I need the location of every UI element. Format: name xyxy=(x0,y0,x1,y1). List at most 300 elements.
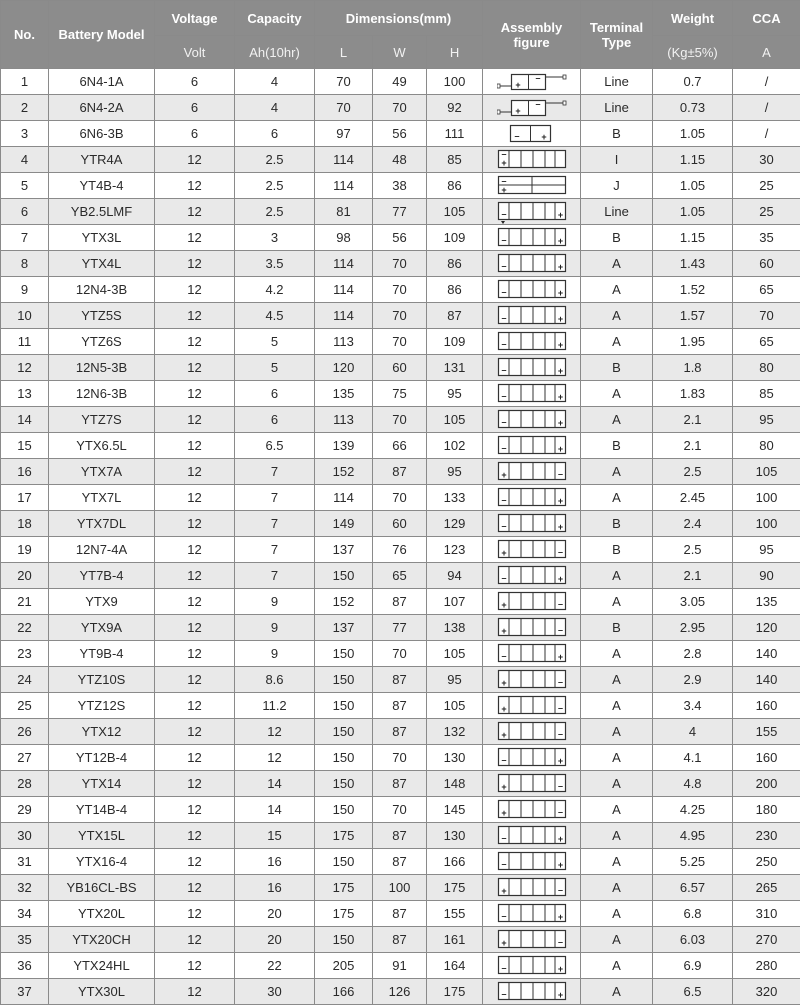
length-value: 137 xyxy=(315,615,373,641)
weight-value: 6.5 xyxy=(653,979,733,1005)
battery-model: YT12B-4 xyxy=(49,745,155,771)
length-value: 175 xyxy=(315,875,373,901)
weight-value: 1.15 xyxy=(653,225,733,251)
header-capacity: Capacity xyxy=(235,1,315,36)
header-cca-unit: A xyxy=(733,36,800,69)
header-voltage-unit: Volt xyxy=(155,36,235,69)
weight-value: 4.25 xyxy=(653,797,733,823)
header-dimensions: Dimensions(mm) xyxy=(315,1,483,36)
table-row xyxy=(1,95,800,121)
assembly-figure-icon xyxy=(497,70,567,94)
height-value: 164 xyxy=(427,953,483,979)
weight-value: 1.05 xyxy=(653,121,733,147)
row-number: 26 xyxy=(1,719,49,745)
voltage-value: 12 xyxy=(155,225,235,251)
minus-sign: – xyxy=(501,520,507,531)
height-value: 105 xyxy=(427,641,483,667)
weight-value: 6.03 xyxy=(653,927,733,953)
voltage-value: 12 xyxy=(155,303,235,329)
plus-sign: + xyxy=(514,105,521,116)
assembly-figure xyxy=(483,823,581,849)
assembly-figure xyxy=(483,251,581,277)
capacity-value: 12 xyxy=(235,745,315,771)
cca-value: 85 xyxy=(733,381,800,407)
table-row xyxy=(1,771,800,797)
cca-value: 100 xyxy=(733,485,800,511)
weight-value: 4.1 xyxy=(653,745,733,771)
assembly-figure xyxy=(483,199,581,225)
table-row xyxy=(1,173,800,199)
height-value: 133 xyxy=(427,485,483,511)
assembly-figure-icon xyxy=(497,720,567,744)
voltage-value: 6 xyxy=(155,69,235,95)
voltage-value: 6 xyxy=(155,95,235,121)
assembly-figure xyxy=(483,745,581,771)
terminal-type: B xyxy=(581,433,653,459)
weight-value: 3.05 xyxy=(653,589,733,615)
row-number: 6 xyxy=(1,199,49,225)
battery-model: 12N4-3B xyxy=(49,277,155,303)
battery-model: YTZ7S xyxy=(49,407,155,433)
plus-sign: + xyxy=(557,833,563,844)
row-number: 5 xyxy=(1,173,49,199)
weight-value: 2.4 xyxy=(653,511,733,537)
length-value: 150 xyxy=(315,927,373,953)
row-number: 29 xyxy=(1,797,49,823)
row-number: 9 xyxy=(1,277,49,303)
battery-model: YTZ10S xyxy=(49,667,155,693)
assembly-figure xyxy=(483,459,581,485)
length-value: 70 xyxy=(315,69,373,95)
capacity-value: 7 xyxy=(235,459,315,485)
assembly-figure-icon xyxy=(497,278,567,302)
row-number: 17 xyxy=(1,485,49,511)
assembly-figure xyxy=(483,875,581,901)
assembly-figure-icon xyxy=(497,174,567,198)
capacity-value: 5 xyxy=(235,329,315,355)
weight-value: 5.25 xyxy=(653,849,733,875)
terminal-type: Line xyxy=(581,199,653,225)
terminal-type: A xyxy=(581,303,653,329)
row-number: 20 xyxy=(1,563,49,589)
assembly-figure xyxy=(483,69,581,95)
capacity-value: 11.2 xyxy=(235,693,315,719)
minus-sign: – xyxy=(557,702,563,713)
length-value: 114 xyxy=(315,485,373,511)
capacity-value: 4 xyxy=(235,95,315,121)
table-row xyxy=(1,381,800,407)
assembly-figure xyxy=(483,563,581,589)
terminal-type: A xyxy=(581,589,653,615)
length-value: 175 xyxy=(315,823,373,849)
assembly-figure-icon xyxy=(497,226,567,250)
assembly-figure xyxy=(483,771,581,797)
row-number: 34 xyxy=(1,901,49,927)
capacity-value: 6 xyxy=(235,121,315,147)
row-number: 14 xyxy=(1,407,49,433)
terminal-type: A xyxy=(581,823,653,849)
width-value: 87 xyxy=(373,823,427,849)
minus-sign: – xyxy=(501,234,507,245)
terminal-type: B xyxy=(581,615,653,641)
table-row xyxy=(1,329,800,355)
minus-sign: – xyxy=(501,572,507,583)
voltage-value: 12 xyxy=(155,511,235,537)
battery-model: 6N4-2A xyxy=(49,95,155,121)
battery-model: YTX14 xyxy=(49,771,155,797)
battery-model: 12N5-3B xyxy=(49,355,155,381)
row-number: 11 xyxy=(1,329,49,355)
length-value: 150 xyxy=(315,849,373,875)
height-value: 130 xyxy=(427,823,483,849)
assembly-figure xyxy=(483,797,581,823)
table-row xyxy=(1,433,800,459)
assembly-figure-icon xyxy=(497,538,567,562)
assembly-figure-icon xyxy=(497,200,567,224)
cca-value: 135 xyxy=(733,589,800,615)
width-value: 66 xyxy=(373,433,427,459)
cca-value: 310 xyxy=(733,901,800,927)
assembly-figure-icon xyxy=(497,876,567,900)
table-row xyxy=(1,693,800,719)
battery-model: YTX7DL xyxy=(49,511,155,537)
width-value: 70 xyxy=(373,485,427,511)
plus-sign: + xyxy=(500,157,507,168)
assembly-figure-icon xyxy=(497,954,567,978)
width-value: 65 xyxy=(373,563,427,589)
width-value: 87 xyxy=(373,927,427,953)
voltage-value: 12 xyxy=(155,485,235,511)
height-value: 102 xyxy=(427,433,483,459)
weight-value: 0.73 xyxy=(653,95,733,121)
minus-sign: – xyxy=(557,728,563,739)
terminal-type: Line xyxy=(581,69,653,95)
width-value: 87 xyxy=(373,667,427,693)
height-value: 132 xyxy=(427,719,483,745)
voltage-value: 12 xyxy=(155,199,235,225)
terminal-type: B xyxy=(581,511,653,537)
header-terminal-line2: Type xyxy=(601,34,632,50)
length-value: 113 xyxy=(315,329,373,355)
row-number: 30 xyxy=(1,823,49,849)
assembly-figure-icon xyxy=(497,460,567,484)
height-value: 161 xyxy=(427,927,483,953)
capacity-value: 9 xyxy=(235,589,315,615)
table-row xyxy=(1,979,800,1005)
assembly-figure-icon xyxy=(497,980,567,1004)
length-value: 135 xyxy=(315,381,373,407)
table-row xyxy=(1,199,800,225)
length-value: 150 xyxy=(315,745,373,771)
height-value: 94 xyxy=(427,563,483,589)
battery-model: YTX6.5L xyxy=(49,433,155,459)
header-assembly-line2: figure xyxy=(513,34,550,50)
plus-sign: + xyxy=(557,209,563,220)
assembly-figure xyxy=(483,173,581,199)
assembly-figure xyxy=(483,589,581,615)
assembly-figure-icon xyxy=(497,486,567,510)
plus-sign: + xyxy=(557,521,563,532)
cca-value: / xyxy=(733,95,800,121)
height-value: 105 xyxy=(427,199,483,225)
terminal-type: B xyxy=(581,121,653,147)
assembly-figure xyxy=(483,225,581,251)
terminal-type: A xyxy=(581,719,653,745)
length-value: 150 xyxy=(315,719,373,745)
plus-sign: + xyxy=(557,339,563,350)
header-assembly-line1: Assembly xyxy=(500,19,563,35)
table-row xyxy=(1,485,800,511)
height-value: 131 xyxy=(427,355,483,381)
height-value: 95 xyxy=(427,381,483,407)
length-value: 120 xyxy=(315,355,373,381)
header-terminal-line1: Terminal xyxy=(589,19,644,35)
row-number: 7 xyxy=(1,225,49,251)
row-number: 2 xyxy=(1,95,49,121)
width-value: 70 xyxy=(373,797,427,823)
weight-value: 2.8 xyxy=(653,641,733,667)
header-assembly-figure xyxy=(483,1,581,69)
weight-value: 2.5 xyxy=(653,459,733,485)
cca-value: 65 xyxy=(733,329,800,355)
assembly-figure xyxy=(483,849,581,875)
assembly-figure xyxy=(483,719,581,745)
plus-sign: + xyxy=(557,651,563,662)
length-value: 113 xyxy=(315,407,373,433)
battery-model: YTX12 xyxy=(49,719,155,745)
width-value: 87 xyxy=(373,693,427,719)
table-row xyxy=(1,953,800,979)
weight-value: 2.95 xyxy=(653,615,733,641)
capacity-value: 2.5 xyxy=(235,147,315,173)
table-row xyxy=(1,641,800,667)
header-length: L xyxy=(315,36,373,69)
width-value: 87 xyxy=(373,849,427,875)
table-row xyxy=(1,719,800,745)
minus-sign: – xyxy=(501,175,507,186)
voltage-value: 12 xyxy=(155,381,235,407)
width-value: 48 xyxy=(373,147,427,173)
length-value: 114 xyxy=(315,303,373,329)
cca-value: 265 xyxy=(733,875,800,901)
row-number: 8 xyxy=(1,251,49,277)
assembly-figure xyxy=(483,303,581,329)
plus-sign: + xyxy=(500,885,507,896)
assembly-figure-icon xyxy=(497,434,567,458)
battery-model: YTR4A xyxy=(49,147,155,173)
assembly-figure-icon xyxy=(497,694,567,718)
width-value: 70 xyxy=(373,303,427,329)
terminal-type: A xyxy=(581,797,653,823)
battery-model: YT4B-4 xyxy=(49,173,155,199)
height-value: 105 xyxy=(427,693,483,719)
lead-terminal xyxy=(497,84,500,88)
voltage-value: 12 xyxy=(155,979,235,1005)
row-number: 28 xyxy=(1,771,49,797)
height-value: 130 xyxy=(427,745,483,771)
assembly-figure-icon xyxy=(497,928,567,952)
length-value: 150 xyxy=(315,797,373,823)
table-row xyxy=(1,537,800,563)
length-value: 139 xyxy=(315,433,373,459)
plus-sign: + xyxy=(557,235,563,246)
assembly-figure xyxy=(483,433,581,459)
height-value: 109 xyxy=(427,329,483,355)
height-value: 175 xyxy=(427,979,483,1005)
table-row xyxy=(1,745,800,771)
plus-sign: + xyxy=(500,677,507,688)
plus-sign: + xyxy=(500,469,507,480)
minus-sign: – xyxy=(501,832,507,843)
voltage-value: 12 xyxy=(155,719,235,745)
height-value: 166 xyxy=(427,849,483,875)
assembly-figure-icon xyxy=(497,590,567,614)
battery-model: YTZ6S xyxy=(49,329,155,355)
assembly-figure-icon xyxy=(497,850,567,874)
terminal-type: A xyxy=(581,693,653,719)
height-value: 95 xyxy=(427,667,483,693)
voltage-value: 12 xyxy=(155,615,235,641)
battery-model: 12N7-4A xyxy=(49,537,155,563)
length-value: 114 xyxy=(315,251,373,277)
capacity-value: 8.6 xyxy=(235,667,315,693)
table-row xyxy=(1,823,800,849)
assembly-figure-icon xyxy=(497,746,567,770)
assembly-figure-icon xyxy=(497,824,567,848)
capacity-value: 6 xyxy=(235,407,315,433)
terminal-type: A xyxy=(581,901,653,927)
row-number: 16 xyxy=(1,459,49,485)
plus-sign: + xyxy=(500,599,507,610)
assembly-figure-icon xyxy=(497,798,567,822)
weight-value: 1.8 xyxy=(653,355,733,381)
row-number: 4 xyxy=(1,147,49,173)
capacity-value: 7 xyxy=(235,563,315,589)
assembly-figure xyxy=(483,511,581,537)
terminal-type: A xyxy=(581,979,653,1005)
row-number: 21 xyxy=(1,589,49,615)
header-height: H xyxy=(427,36,483,69)
terminal-type: A xyxy=(581,745,653,771)
capacity-value: 12 xyxy=(235,719,315,745)
row-number: 32 xyxy=(1,875,49,901)
height-value: 85 xyxy=(427,147,483,173)
height-value: 92 xyxy=(427,95,483,121)
weight-value: 1.95 xyxy=(653,329,733,355)
battery-model: YTX9A xyxy=(49,615,155,641)
assembly-figure xyxy=(483,641,581,667)
length-value: 98 xyxy=(315,225,373,251)
assembly-figure xyxy=(483,95,581,121)
table-row xyxy=(1,303,800,329)
terminal-type: B xyxy=(581,537,653,563)
assembly-figure-icon xyxy=(497,564,567,588)
voltage-value: 12 xyxy=(155,459,235,485)
minus-sign: – xyxy=(501,416,507,427)
minus-sign: – xyxy=(557,936,563,947)
voltage-value: 12 xyxy=(155,407,235,433)
weight-value: 2.1 xyxy=(653,433,733,459)
height-value: 95 xyxy=(427,459,483,485)
capacity-value: 14 xyxy=(235,771,315,797)
plus-sign: + xyxy=(557,287,563,298)
voltage-value: 12 xyxy=(155,355,235,381)
table-row xyxy=(1,225,800,251)
minus-sign: – xyxy=(557,598,563,609)
minus-sign: – xyxy=(557,806,563,817)
weight-value: 1.57 xyxy=(653,303,733,329)
header-battery-model: Battery Model xyxy=(49,1,155,69)
minus-sign: – xyxy=(557,546,563,557)
row-number: 31 xyxy=(1,849,49,875)
row-number: 3 xyxy=(1,121,49,147)
capacity-value: 2.5 xyxy=(235,173,315,199)
header-voltage: Voltage xyxy=(155,1,235,36)
weight-value: 4 xyxy=(653,719,733,745)
table-row xyxy=(1,875,800,901)
voltage-value: 12 xyxy=(155,251,235,277)
row-number: 24 xyxy=(1,667,49,693)
minus-sign: – xyxy=(557,468,563,479)
row-number: 36 xyxy=(1,953,49,979)
terminal-type: A xyxy=(581,381,653,407)
voltage-value: 12 xyxy=(155,277,235,303)
width-value: 60 xyxy=(373,511,427,537)
header-capacity-unit: Ah(10hr) xyxy=(235,36,315,69)
weight-value: 1.05 xyxy=(653,173,733,199)
plus-sign: + xyxy=(557,755,563,766)
capacity-value: 7 xyxy=(235,511,315,537)
plus-sign: + xyxy=(557,313,563,324)
voltage-value: 12 xyxy=(155,875,235,901)
height-value: 129 xyxy=(427,511,483,537)
battery-model: YB16CL-BS xyxy=(49,875,155,901)
weight-value: 2.1 xyxy=(653,407,733,433)
minus-sign: – xyxy=(501,338,507,349)
minus-sign: – xyxy=(501,208,507,219)
cca-value: 80 xyxy=(733,433,800,459)
length-value: 149 xyxy=(315,511,373,537)
voltage-value: 12 xyxy=(155,667,235,693)
battery-model: YTX7L xyxy=(49,485,155,511)
voltage-value: 12 xyxy=(155,797,235,823)
length-value: 97 xyxy=(315,121,373,147)
assembly-figure-icon xyxy=(497,304,567,328)
terminal-type: A xyxy=(581,277,653,303)
minus-sign: – xyxy=(557,676,563,687)
assembly-figure xyxy=(483,329,581,355)
plus-sign: + xyxy=(557,495,563,506)
width-value: 49 xyxy=(373,69,427,95)
width-value: 56 xyxy=(373,121,427,147)
plus-sign: + xyxy=(500,729,507,740)
voltage-value: 12 xyxy=(155,563,235,589)
row-number: 27 xyxy=(1,745,49,771)
voltage-value: 12 xyxy=(155,147,235,173)
plus-sign: + xyxy=(557,989,563,1000)
assembly-figure-icon xyxy=(497,96,567,120)
assembly-figure-icon xyxy=(497,512,567,536)
table-row xyxy=(1,407,800,433)
weight-value: 1.83 xyxy=(653,381,733,407)
height-value: 109 xyxy=(427,225,483,251)
terminal-type: J xyxy=(581,173,653,199)
table-row xyxy=(1,589,800,615)
terminal-type: I xyxy=(581,147,653,173)
width-value: 87 xyxy=(373,901,427,927)
capacity-value: 20 xyxy=(235,901,315,927)
width-value: 87 xyxy=(373,771,427,797)
